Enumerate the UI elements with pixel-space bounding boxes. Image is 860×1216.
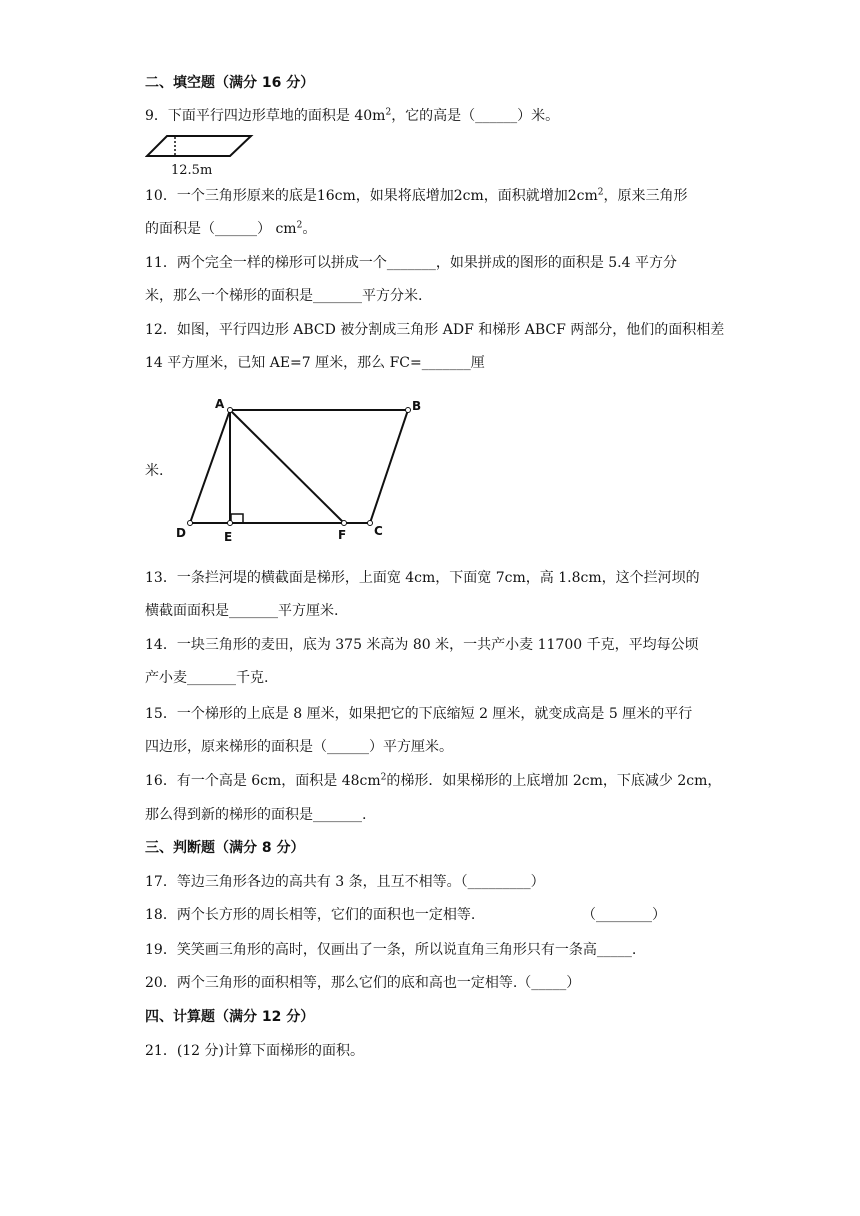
label-e: E [224, 530, 233, 544]
q10-text: 10．一个三角形原来的底是16cm，如果将底增加2cm，面积就增加2cm [145, 188, 598, 204]
q16-text: 16．有一个高是 6cm，面积是 48cm [145, 773, 381, 789]
question-10-line-1 [145, 186, 688, 206]
question-16-line-2: 那么得到新的梯形的面积是_______. [145, 807, 367, 823]
section-calc: 四、计算题（满分 12 分） [145, 1009, 315, 1025]
question-12-line-2: 14 平方厘米，已知 AE=7 厘米，那么 FC=_______厘 [145, 355, 485, 371]
question-11-line-2: 米，那么一个梯形的面积是_______平方分米. [145, 288, 423, 304]
q16-sup: 2 [380, 772, 387, 783]
label-d: D [176, 526, 186, 540]
q9-sup: 2 [385, 107, 392, 118]
question-13-line-1: 13．一条拦河堤的横截面是梯形，上面宽 4cm，下面宽 7cm，高 1.8cm，这个拦河坝的 [145, 570, 700, 586]
q16-text-b: 的梯形．如果梯形的上底增加 2cm，下底减少 2cm， [386, 773, 722, 789]
q10-sup-2: 2 [296, 220, 303, 231]
question-16-line-1 [145, 771, 721, 791]
q18-text: 18．两个长方形的周长相等，它们的面积也一定相等. [145, 907, 476, 923]
question-14-line-1: 14．一块三角形的麦田，底为 375 米高为 80 米，一共产小麦 11700 千克，平均每公顷 [145, 637, 699, 653]
q9-text: 9．下面平行四边形草地的面积是 40m [145, 108, 386, 124]
question-20: 20．两个三角形的面积相等，那么它们的底和高也一定相等.（_____） [145, 975, 581, 991]
question-15-line-1: 15．一个梯形的上底是 8 厘米，如果把它的下底缩短 2 厘米，就变成高是 5 厘米的平行 [145, 706, 693, 722]
label-a: A [215, 397, 225, 411]
label-f: F [338, 528, 347, 542]
section-fill-blank: 二、填空题（满分 16 分） [145, 75, 315, 91]
section-judge: 三、判断题（满分 8 分） [145, 840, 305, 856]
figure-base-label: 12.5m [171, 163, 213, 178]
question-17: 17．等边三角形各边的高共有 3 条，且互不相等。（_________） [145, 874, 545, 890]
question-15-line-2: 四边形，原来梯形的面积是（______）平方厘米。 [145, 739, 453, 755]
question-10-line-2 [145, 219, 316, 239]
label-b: B [412, 399, 422, 413]
question-12-line-1: 12．如图，平行四边形 ABCD 被分割成三角形 ADF 和梯形 ABCF 两部分，他们的面积相差 [145, 322, 725, 338]
label-c: C [374, 524, 383, 538]
q18-blank: （________） [582, 907, 666, 923]
parallelogram-figure [145, 134, 255, 178]
question-12-line-3: 米. [145, 463, 164, 479]
parallelogram-abcd-figure [170, 392, 430, 552]
q10-sup: 2 [597, 187, 604, 198]
q10-text-2b: 。 [302, 221, 317, 237]
question-14-line-2: 产小麦_______千克. [145, 670, 269, 686]
q9-text-b: ，它的高是（______）米。 [391, 108, 560, 124]
question-19: 19．笑笑画三角形的高时，仅画出了一条，所以说直角三角形只有一条高_____. [145, 942, 637, 958]
q10-text-b: ，原来三角形 [603, 188, 688, 204]
question-11-line-1: 11．两个完全一样的梯形可以拼成一个_______，如果拼成的图形的面积是 5.4 平方分 [145, 255, 677, 271]
question-9 [145, 106, 559, 126]
q10-text-2: 的面积是（______） cm [145, 221, 297, 237]
question-21: 21．(12 分)计算下面梯形的面积。 [145, 1043, 365, 1059]
question-18 [145, 905, 666, 925]
question-13-line-2: 横截面面积是_______平方厘米. [145, 603, 339, 619]
